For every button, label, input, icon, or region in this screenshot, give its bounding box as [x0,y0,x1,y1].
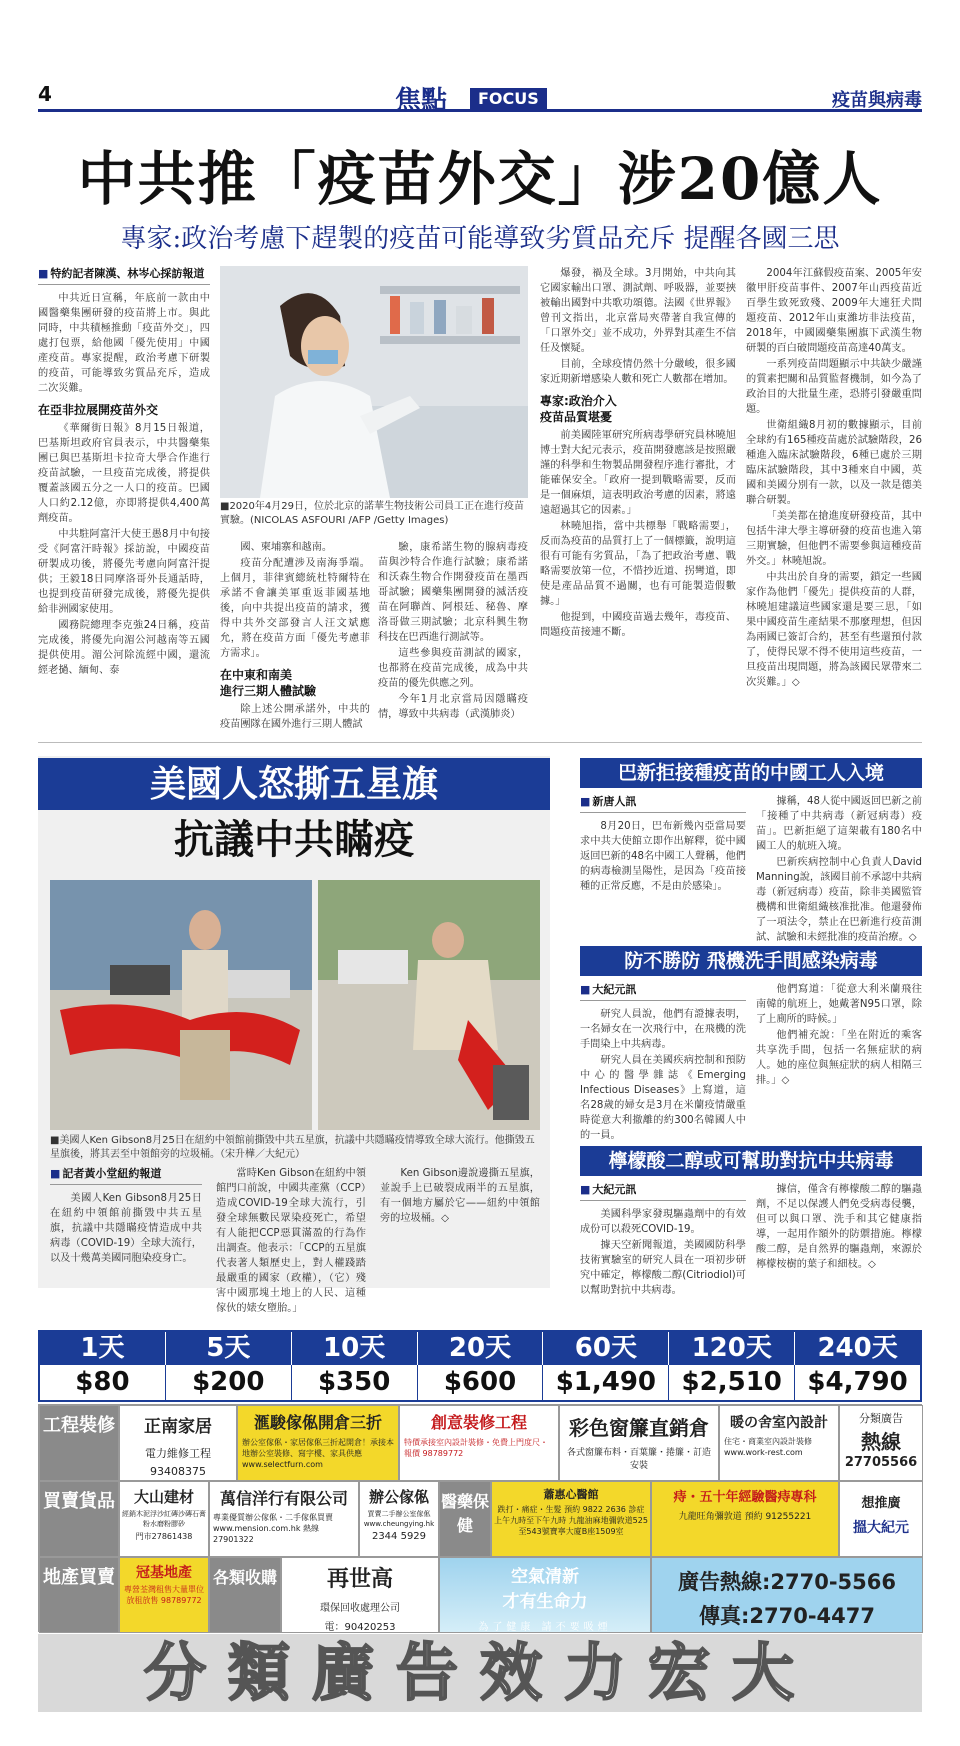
duration-cell: 120天 [669,1332,795,1365]
article-column-1 [38,266,210,730]
ad-dashan [119,1481,209,1557]
ad-text: 空氣清新 [511,1567,579,1587]
article-column-4 [540,266,736,730]
paragraph: 除上述公開承諾外，中共的疫苗團隊在國外進行三期人體試 [220,704,370,730]
ad-title: 辦公傢俬 [368,1488,429,1506]
classified-slogan-band: 分類廣告效力宏大 [38,1634,922,1712]
ad-text: 專業優質辦公傢俬・二手傢俬買賣 www.mension.com.hk 熱線27901322 [213,1513,333,1544]
main-headline: 中共推「疫苗外交」涉20億人 [77,145,883,213]
story2-title-1: 美國人怒撕五星旗 [38,758,550,810]
subtitle: 在亞非拉展開疫苗外交 [38,403,159,417]
ad-text: 特價承接室內設計裝修・免費上門度尺・報價 98789772 [404,1438,548,1458]
paragraph: 巴新疾病控制中心負責人David Manning說，該國目前不承認中共病毒（新冠病毒）疫苗，除非美國監管機構和世衛組織核准批准。他還發佈了一項法令，禁止在巴新進行疫苗測試、試驗和未經批准的疫苗治療。◇ [756,857,922,943]
protest-illustration-1 [50,880,312,1130]
duration-cell: 10天 [292,1332,418,1365]
paragraph: 中共駐阿富汗大使王愚8月中旬接受《阿富汗時報》採訪說，中國疫苗研製成功後，將優先考慮向阿富汗提供；王毅18日同摩洛哥外長通話時，也提到疫苗研發完成後，將優先提供給非洲國家使用。 [38,529,210,615]
duration-cell: 20天 [418,1332,544,1365]
ad-zaishigao [281,1557,439,1633]
story3-column-2 [756,794,922,943]
price-cell: $350 [292,1365,418,1400]
paragraph: 「美美都在搶進度研發疫苗，其中包括牛津大學主導研發的疫苗也進入第三期實驗，但他們不需要參與這種疫苗外交。」林曉旭說。 [746,511,922,567]
ad-office-furniture [359,1481,439,1557]
ad-title: 彩色窗簾直銷倉 [569,1416,709,1440]
section-divider [38,742,922,743]
paragraph: 據稱，48人從中國返回巴新之前「接種了中共病毒（新冠病毒）疫苗」。巴新拒絕了這架載有180名中國工人的航班入境。 [756,796,922,852]
paragraph: 8月20日，巴布新幾內亞當局要求中共大使館立即作出解釋，從中國返回巴新的48名中國工人聲稱，他們的病毒檢測呈陽性，是因為「疫苗接種的正常反應，不是由於感染」。 [580,821,746,892]
duration-cell: 5天 [166,1332,292,1365]
ad-title: 冠基地產 [136,1565,192,1581]
article-column-2 [220,540,370,730]
ad-title: 創意裝修工程 [430,1413,527,1432]
paragraph: 據信，僅含有檸檬酸二醇的驅蟲劑，不足以保護人們免受病毒侵襲，但可以與口罩、洗手和其它健康指導，一起用作額外的防禦措施。檸檬酸二醇，是自然界的驅蟲劑，來源於檸檬桉樹的葉子和細枝。◇ [756,1184,922,1270]
lab-worker-illustration [220,266,528,498]
paragraph: 國、柬埔寨和越南。 [240,542,333,553]
paragraph: 爆發，禍及全球。3月開始，中共向其它國家輸出口罩、測試劑、呼吸器，並要挾被輸出國對中共歌功頌德。法國《世界報》曾刊文指出，北京當局夾帶著自我宣傳的「口罩外交」並不成功，外界對其產生不信任及懷疑。 [540,268,736,354]
flag-protest-photo-1 [50,880,312,1130]
price-durations-row [40,1332,920,1365]
focus-logo-en: FOCUS [470,88,547,109]
ad-wanxin [209,1481,359,1557]
paragraph: 他們寫道：「從意大利米蘭飛往南韓的航班上，她戴著N95口罩，除了上廁所的時候。」 [756,984,922,1025]
paragraph: 2004年江蘇假疫苗案、2005年安徽甲肝疫苗事件、2007年山西疫苗近百學生致死致殘、2009年大連狂犬問題疫苗、2012年山東濰坊非法疫苗，2018年，中國國藥集團旗下武漢生物研製的百白破問題疫苗高達40萬支。 [746,268,922,354]
article-column-5 [746,266,922,730]
story4-title: 防不勝防 飛機洗手間感染病毒 [580,946,922,976]
photo-caption: ■2020年4月29日，位於北京的諾華生物技術公司員工正在進行疫苗實驗。(NICOLAS ASFOURI /AFP /Getty Images) [220,501,524,526]
duration-cell: 240天 [817,1333,898,1363]
ad-text: 才有生命力 [502,1592,588,1612]
ad-zhengnan [119,1405,237,1481]
category-label: 醫藥保健 [439,1481,491,1557]
paragraph: 疫苗分配遭涉及南海爭端。上個月，菲律賓總統杜特爾特在承諾不會讓美軍重返菲國基地後，向中共提出疫苗的請求，獲得中共外交部發言人汪文斌應允，將在疫苗方面「優先考慮菲方需求」。 [220,558,370,659]
paragraph: 據天空新聞報道，美國國防科學技術實驗室的研究人員在一項初步研究中確定，檸檬酸二醇(Citriodiol)可以幫助對抗中共病毒。 [580,1240,746,1296]
subtitle: 在中東和南美 進行三期人體試驗 [220,668,317,698]
byline: ■ 新唐人訊 [580,794,746,813]
paragraph: 中共出於自身的需要，鎖定一些國家作為他們「優先」提供疫苗的人群，林曉旭建議這些國家還是要三思，「如果中國疫苗生產結果不那麼理想，但因為兩國已簽訂合約，甚至有些還預付款了，使得民眾不得不使用這些疫苗，一旦疫苗出現問題，將為該國民眾帶來二次災難。」◇ [746,572,922,688]
ad-text: 電力維修工程 [145,1447,211,1460]
classified-ads-grid [38,1404,922,1632]
ad-text: 九龍旺角彌敦道 預約 91255221 [678,1512,812,1522]
ad-title: 萬信洋行有限公司 [219,1489,348,1508]
paragraph: 中共近日宣稱，年底前一款由中國醫藥集團研發的疫苗將上市。與此同時，中共積極推動「疫苗外交」，四處打包票，給他國「優先使用」中國產疫苗。專家提醒，政治考慮下研製的疫苗，可能導致劣質品充斥，造成二次災難。 [38,293,210,394]
price-cell: $200 [166,1365,292,1400]
paragraph: 國務院總理李克強24日稱，疫苗完成後，將優先向湄公河越南等五國提供使用。湄公河除流經中國，還流經老撾、緬甸、泰 [38,620,210,676]
ad-text: 想推廣 [861,1496,901,1511]
duration-cell: 60天 [543,1332,669,1365]
ad-phone: 門市27861438 [135,1532,193,1541]
paragraph: 他們補充說：「坐在附近的乘客共享洗手間，包括一名無症狀的病人。她的座位與無症狀的病人相隔三排。」◇ [756,1030,922,1086]
ad-phone: 93408375 [150,1465,206,1478]
category-label: 地產買賣 [39,1557,119,1633]
ad-title: 蕭惠心醫館 [543,1488,599,1501]
ad-phone: 2344 5929 [371,1531,427,1542]
ad-text: 住宅・商業室內設計裝修 www.work-rest.com [724,1437,812,1457]
paragraph: 美國人Ken Gibson8月25日在紐約中領館前撕毀中共五星旗，抗議中共隱瞞疫情造成中共病毒（COVID-19）全球大流行，以及十幾萬美國同胞染疫身亡。 [50,1193,202,1264]
byline: ■ 特約記者陳漢、林岑心採訪報道 [38,266,210,285]
paragraph: 這些參與疫苗測試的國家，也都將在疫苗完成後，成為中共疫苗的優先供應之列。 [378,648,528,689]
ad-text: 經銷木泥浮沙紅磚沙磚石膏粉水磨粉膠砂 [122,1510,206,1528]
story5-title: 檸檬酸二醇或可幫助對抗中共病毒 [580,1146,922,1176]
paragraph: 《華爾街日報》8月15日報道，巴基斯坦政府官員表示，中共醫藥集團已與巴基斯坦卡拉奇大學合作進行疫苗試驗，一旦疫苗完成後，將提供覆蓋該國五分之一人口的疫苗。巴國人口約2.12億，亦即將提供4,400萬劑疫苗。 [38,423,210,524]
ad-title: 暖の舍室內設計 [730,1415,828,1431]
ad-promote [839,1481,923,1557]
story5-column-1 [580,1182,746,1296]
focus-logo-cn: 焦點 [395,86,448,116]
paragraph: 美國科學家發現驅蟲劑中的有效成份可以殺死COVID-19。 [580,1209,746,1235]
duration-cell: 1天 [40,1332,166,1365]
ad-title: 正南家居 [144,1417,212,1437]
photo-caption: ■美國人Ken Gibson8月25日在紐約中領館前撕毀中共五星旗，抗議中共隱瞞疫情導致全球大流行。他撕毀五星旗後，將其丟至中領館旁的垃圾桶。（宋升樺／大紀元） [50,1135,535,1160]
ad-huijun [237,1405,399,1481]
ad-title: 搵大紀元 [853,1520,909,1536]
ad-price-table [38,1330,922,1402]
story3-title: 巴新拒接種疫苗的中國工人入境 [580,758,922,788]
ad-text: 專營荃灣租售大量單位放租放售 98789772 [124,1585,204,1605]
section-name: 疫苗與病毒 [832,90,922,111]
article-column-3 [378,540,528,730]
ad-title: 大山建材 [133,1488,194,1506]
ad-contact-box [651,1557,923,1633]
paragraph: 前美國陸軍研究所病毒學研究員林曉旭博士對大紀元表示，疫苗開發應該是按照嚴謹的科學和生物製品開發程序進行審批，才能確保安全。「政府一提到戰略需要，反而是一個麻煩，這表明政治考慮的因素，將遠遠超過其它的因素。」 [540,430,736,516]
category-label: 工程裝修 [39,1405,119,1481]
byline: ■ 大紀元訊 [580,982,746,1001]
subtitle: 專家:政治介入 疫苗品質堪憂 [540,394,617,424]
ad-text: 環保回收處理公司 [320,1603,400,1614]
price-cell: $4,790 [807,1367,908,1397]
flag-protest-photo-2 [318,880,540,1130]
ad-title: 再世高 [326,1567,393,1592]
story4-column-1 [580,982,746,1142]
price-cell: $600 [418,1365,544,1400]
category-label: 買賣貨品 [39,1481,119,1557]
ad-title: 熱線 [861,1430,901,1454]
price-cell: $2,510 [669,1365,795,1400]
price-values-row [40,1365,920,1400]
ad-hotline-text: 廣告熱線:2770-5566 [677,1570,896,1594]
ad-xiao-clinic [491,1481,651,1557]
ad-phone: 27705566 [844,1455,918,1470]
paragraph: 他提到，中國疫苗過去幾年，毒疫苗、問題疫苗接連不斷。 [540,612,736,638]
paragraph: 目前，全球疫情仍然十分嚴峻，很多國家近期新增感染人數和死亡人數都在增加。 [540,359,736,385]
ad-text: 為了健康 請不要吸煙 [478,1622,612,1633]
story4-column-2 [756,982,922,1142]
paragraph: 今年1月北京當局因隱瞞疫情，導致中共病毒（武漢肺炎） [378,694,528,720]
category-label: 各類收購 [209,1557,281,1633]
ad-text: 跌打・痛症・生髮 預約 9822 2636 診症上午九時至下午九時 九龍油麻地彌敦道525至543號寶寧大廈B座1509室 [494,1505,648,1536]
story5-column-2 [756,1182,922,1286]
ad-text: 買賣二手辦公室傢俬 www.cheungying.hk [363,1510,435,1528]
ad-no-smoking [439,1557,651,1633]
ad-nuanshe [719,1405,839,1481]
story3-column-1 [580,794,746,940]
story2-title-2: 抗議中共瞞疫 [174,816,414,863]
protest-illustration-2 [318,880,540,1130]
paragraph: 當時Ken Gibson在紐約中領館門口前說，中國共產黨（CCP）造成COVID-19全球大流行，引發全球無數民眾染疫死亡，希望有人能把CCP惡貫滿盈的行為作出調查。他表示：「CCP的五星旗代表著人類歷史上，對人權踐踏最嚴重的國家（政權），（它）殘害中國那塊土地上的人民、這種傢伙的婊女墮胎。」 [216,1168,366,1314]
byline: ■ 大紀元訊 [580,1182,746,1201]
ad-text: 各式窗簾布料・百葉簾・捲簾・訂造安裝 [566,1448,711,1471]
ad-curtains [559,1405,719,1481]
price-cell: $80 [40,1365,166,1400]
story2-column-1 [50,1166,202,1284]
vaccine-lab-photo [220,266,528,498]
byline: ■ 記者黃小堂紐約報道 [50,1166,202,1185]
ad-hemorrhoid-clinic [651,1481,839,1557]
ad-text: 辦公室傢俬・家居傢俬三折起開倉！承接本地辦公室裝修、寫字樓、家具供應 www.selectfurn.com [242,1438,394,1469]
paragraph: 驗，康希諾生物的腺病毒疫苗與沙特合作進行試驗；康希諾和沃森生物合作開發疫苗在墨西哥試驗；國藥集團開發的滅活疫苗在阿聯酋、阿根廷、秘魯、摩洛哥做三期試驗；北京科興生物科技在巴西進行測試等。 [378,542,528,643]
page-number: 4 [38,82,52,106]
ad-guanji-realty [119,1557,209,1633]
paragraph: 研究人員在美國疾病控制和預防中心的醫學雜誌《Emerging Infectious Diseases》上寫道，這名28歲的婦女是3月在米蘭疫情嚴重時從意大利撤離的約300名韓國人中的一員。 [580,1055,746,1141]
ad-title: 滙駿傢俬開倉三折 [253,1413,382,1432]
paragraph: Ken Gibson邊說邊撕五星旗，並說手上已破裂成兩半的五星旗，有一個地方屬於它——紐約中領館旁的垃圾桶。◇ [380,1168,540,1224]
paragraph: 一系列疫苗問題顯示中共缺少嚴謹的質素把關和品質監督機制，如今為了政治目的大批量生產，恐將引發嚴重問題。 [746,359,922,415]
ad-title: 痔・五十年經驗醫痔專科 [673,1490,817,1505]
ad-hotline [839,1405,923,1481]
main-subheadline: 專家:政治考慮下趕製的疫苗可能導致劣質品充斥 提醒各國三思 [120,224,840,254]
ad-fax-text: 傳真:2770-4477 [698,1604,875,1628]
ad-text: 分類廣告 [859,1412,903,1425]
ad-creative-renovation [399,1405,559,1481]
story2-column-3 [380,1166,540,1284]
paragraph: 林曉旭指，當中共標舉「戰略需要」，反而為疫苗的品質打上了一個標籤，說明這很有可能有劣質品，「為了把政治考慮、戰略需要放第一位，不惜抄近道、拐彎道，即使是產品品質不過關，也有可能製造假數據。」 [540,521,736,607]
story2-column-2 [216,1166,366,1314]
ad-phone: 電：90420253 [324,1622,396,1633]
price-cell: $1,490 [543,1365,669,1400]
paragraph: 世衛組織8月初的數據顯示，目前全球約有165種疫苗處於試驗階段，26種進入臨床試驗階段，6種已處於三期臨床試驗階段，其中3種來自中國，英國和美國分別有一款，以及一款是德美聯合研製。 [746,420,922,506]
paragraph: 研究人員說，他們有證據表明，一名婦女在一次飛行中，在飛機的洗手間染上中共病毒。 [580,1009,746,1050]
